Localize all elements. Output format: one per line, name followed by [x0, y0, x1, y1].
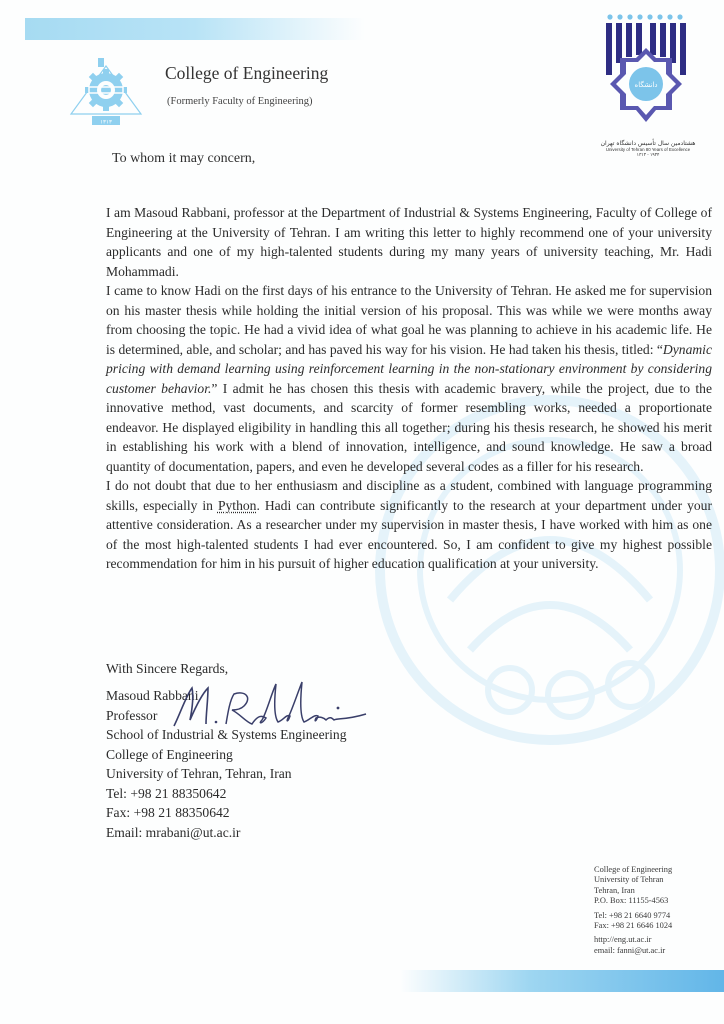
college-logo-year: ۱۳۱۳: [100, 119, 112, 126]
ut-logo-inner-text: دانشگاه: [634, 81, 658, 89]
footer-fax: Fax: +98 21 6646 1024: [594, 921, 673, 931]
college-title: College of Engineering: [165, 63, 329, 83]
paragraph-recommendation-after: . Hadi can contribute significantly to the research at your department under your attentive consideration. As a researcher under my supervision in master thesis, I have worked with him as one of the most high-talented students I had ever encountered. So, I am confident to give my highest possible recommendation for him in his pursuit of higher education qualification at your university.: [106, 497, 713, 571]
signatory-college: College of Engineering: [106, 746, 233, 762]
signatory-name: Masoud Rabbani: [106, 688, 199, 703]
signatory-email: Email: mrabani@ut.ac.ir: [106, 824, 241, 840]
footer-color-band: [400, 970, 724, 992]
college-subtitle: (Formerly Faculty of Engineering): [167, 96, 313, 107]
university-of-tehran-logo: [604, 12, 688, 136]
signatory-university: University of Tehran, Tehran, Iran: [106, 766, 292, 781]
footer-college: College of Engineering: [594, 865, 673, 874]
closing: With Sincere Regards,: [106, 661, 229, 676]
paragraph-thesis: [106, 281, 712, 476]
salutation: To whom it may concern,: [112, 151, 256, 166]
footer-po-box: P.O. Box: 11155-4563: [594, 896, 669, 906]
footer-city: Tehran, Iran: [594, 885, 635, 895]
signatory-title: Professor: [106, 707, 158, 723]
paragraph-recommendation-before: I do not doubt that due to her enthusiasm and discipline as a student, combined with language programming skills, especially in: [106, 478, 712, 513]
ut-logo-caption: [596, 140, 700, 158]
signatory-fax: Fax: +98 21 88350642: [106, 805, 230, 820]
ut-caption-persian: هشتادمین سال تأسیس دانشگاه تهران: [600, 140, 696, 147]
paragraph-introduction: I am Masoud Rabbani, professor at the Department of Industrial & Systems Engineering, Faculty of College of Engineering at the University of Tehran. I am writing this letter to highly recommend one of your university applicants and one of my high-talented students during my many years of university teaching, Mr. Hadi Mohammadi.: [106, 205, 712, 279]
footer-university: University of Tehran: [594, 875, 664, 885]
signatory-tel: Tel: +98 21 88350642: [106, 785, 227, 801]
header-color-band: [25, 18, 365, 40]
signatory-school: School of Industrial & Systems Engineering: [106, 727, 347, 742]
handwritten-signature: [166, 674, 376, 734]
thesis-title: Dynamic pricing with demand learning using reinforcement learning in the non-stationary environment by considering customer behavior.: [106, 341, 712, 396]
ut-caption-years: ۱۳۱۳ - ۱۹۳۴: [636, 152, 660, 158]
footer-address: [594, 865, 672, 956]
footer-tel: Tel: +98 21 6640 9774: [594, 910, 671, 920]
paragraph-thesis-after: ” I admit he has chosen this thesis with academic bravery, while the project, due to the innovative method, vast documents, and scarcity of former resembling works, needed a proportionate endeavor. He displayed eligibility in handling this all together; during his thesis research, he showed his merit in establishing his work with a blend of innovation, intelligence, and sound knowledge. He saw a broad quantity of documentation, papers, and even he developed several codes as a filler for his research.: [106, 380, 713, 474]
letter-body: [106, 203, 712, 574]
paragraph-recommendation: [106, 476, 712, 574]
college-of-engineering-logo: [68, 54, 144, 130]
footer-website-link[interactable]: http://eng.ut.ac.ir: [594, 935, 652, 945]
footer-email-link[interactable]: email: fanni@ut.ac.ir: [594, 945, 666, 955]
paragraph-thesis-before: I came to know Hadi on the first days of his entrance to the University of Tehran. He asked me for supervision on his master thesis while holding the initial version of his proposal. This was while we were months away from choosing the topic. He had a vivid idea of what goal he was planning to achieve in his academic life. He is determined, able, and scholar; and has paved his way for his vision. He had taken his thesis, titled: “: [106, 283, 712, 357]
python-text: Python: [217, 497, 257, 513]
ut-caption-english: University of Tehran 80 Years of Excellence: [605, 147, 691, 153]
